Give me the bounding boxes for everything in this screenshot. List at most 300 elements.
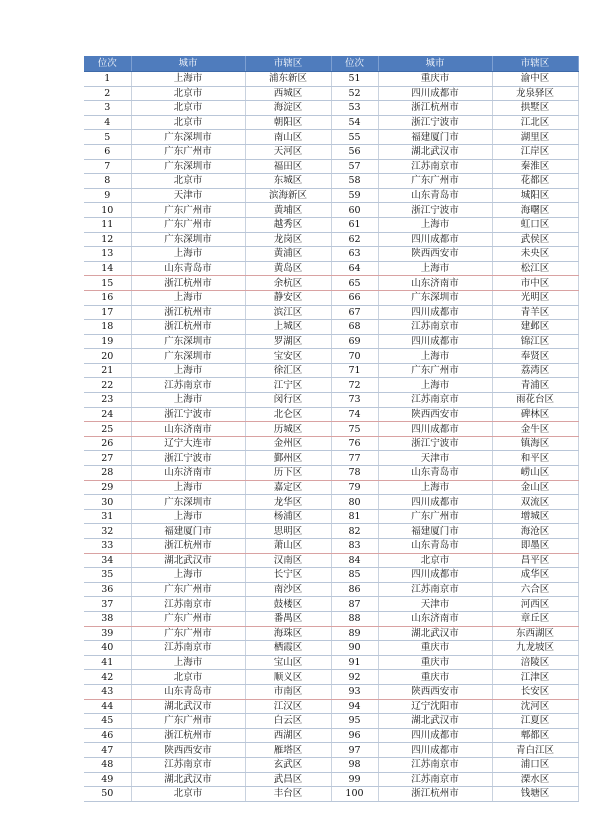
city-cell: 广东深圳市 — [131, 495, 245, 510]
rank-cell: 71 — [331, 363, 378, 378]
rank-cell: 74 — [331, 407, 378, 422]
rank-cell: 5 — [84, 130, 131, 145]
district-cell: 嘉定区 — [245, 480, 331, 495]
district-cell: 城阳区 — [492, 188, 578, 203]
city-cell: 上海市 — [378, 349, 492, 364]
table-row — [84, 772, 578, 787]
district-cell: 增城区 — [492, 509, 578, 524]
city-cell: 山东济南市 — [378, 611, 492, 626]
header-rank-right: 位次 — [331, 56, 378, 72]
district-cell: 栖霞区 — [245, 641, 331, 656]
table-row — [84, 787, 578, 802]
city-cell: 江苏南京市 — [131, 378, 245, 393]
city-cell: 辽宁沈阳市 — [378, 699, 492, 714]
rank-cell: 65 — [331, 276, 378, 291]
district-cell: 海曙区 — [492, 203, 578, 218]
header-district-right: 市辖区 — [492, 56, 578, 72]
table-row — [84, 539, 578, 554]
city-cell: 四川成都市 — [378, 422, 492, 437]
district-cell: 浦口区 — [492, 757, 578, 772]
district-cell: 锦江区 — [492, 334, 578, 349]
district-cell: 龙华区 — [245, 495, 331, 510]
rank-cell: 82 — [331, 524, 378, 539]
district-cell: 成华区 — [492, 568, 578, 583]
city-cell: 四川成都市 — [378, 232, 492, 247]
rank-cell: 47 — [84, 743, 131, 758]
table-row — [84, 611, 578, 626]
city-cell: 湖北武汉市 — [131, 553, 245, 568]
district-cell: 海淀区 — [245, 101, 331, 116]
table-row — [84, 626, 578, 641]
city-cell: 四川成都市 — [378, 743, 492, 758]
rank-cell: 96 — [331, 728, 378, 743]
city-cell: 福建厦门市 — [378, 524, 492, 539]
city-cell: 北京市 — [131, 115, 245, 130]
table-row — [84, 670, 578, 685]
rank-cell: 62 — [331, 232, 378, 247]
rank-cell: 83 — [331, 539, 378, 554]
rank-cell: 60 — [331, 203, 378, 218]
city-cell: 山东青岛市 — [378, 466, 492, 481]
city-cell: 天津市 — [378, 597, 492, 612]
table-row — [84, 422, 578, 437]
district-cell: 市中区 — [492, 276, 578, 291]
rank-cell: 12 — [84, 232, 131, 247]
city-cell: 上海市 — [378, 480, 492, 495]
table-row — [84, 363, 578, 378]
city-cell: 重庆市 — [378, 72, 492, 87]
city-cell: 重庆市 — [378, 670, 492, 685]
city-cell: 江苏南京市 — [131, 641, 245, 656]
header-district-left: 市辖区 — [245, 56, 331, 72]
district-cell: 花都区 — [492, 174, 578, 189]
rank-cell: 97 — [331, 743, 378, 758]
district-cell: 金州区 — [245, 436, 331, 451]
district-cell: 萧山区 — [245, 539, 331, 554]
city-cell: 浙江宁波市 — [131, 407, 245, 422]
rank-cell: 2 — [84, 86, 131, 101]
city-cell: 山东青岛市 — [378, 188, 492, 203]
district-cell: 玄武区 — [245, 757, 331, 772]
table-row — [84, 290, 578, 305]
district-cell: 奉贤区 — [492, 349, 578, 364]
city-cell: 广东广州市 — [131, 582, 245, 597]
city-cell: 江苏南京市 — [131, 757, 245, 772]
city-cell: 江苏南京市 — [378, 393, 492, 408]
rank-cell: 41 — [84, 655, 131, 670]
table-row — [84, 582, 578, 597]
district-cell: 青羊区 — [492, 305, 578, 320]
city-cell: 天津市 — [378, 451, 492, 466]
rank-cell: 77 — [331, 451, 378, 466]
city-cell: 广东广州市 — [131, 714, 245, 729]
city-cell: 山东青岛市 — [378, 539, 492, 554]
city-cell: 浙江宁波市 — [378, 436, 492, 451]
city-cell: 重庆市 — [378, 641, 492, 656]
city-cell: 湖北武汉市 — [131, 772, 245, 787]
rank-cell: 81 — [331, 509, 378, 524]
rank-cell: 32 — [84, 524, 131, 539]
city-cell: 广东广州市 — [131, 626, 245, 641]
table-row — [84, 101, 578, 116]
rank-cell: 24 — [84, 407, 131, 422]
table-row — [84, 217, 578, 232]
city-cell: 上海市 — [131, 393, 245, 408]
header-city-left: 城市 — [131, 56, 245, 72]
district-cell: 黄岛区 — [245, 261, 331, 276]
district-cell: 青白江区 — [492, 743, 578, 758]
rank-cell: 67 — [331, 305, 378, 320]
district-cell: 碑林区 — [492, 407, 578, 422]
table-row — [84, 466, 578, 481]
city-cell: 湖北武汉市 — [378, 626, 492, 641]
header-rank-left: 位次 — [84, 56, 131, 72]
rank-cell: 98 — [331, 757, 378, 772]
city-cell: 福建厦门市 — [378, 130, 492, 145]
district-cell: 江北区 — [492, 115, 578, 130]
city-cell: 广东广州市 — [378, 174, 492, 189]
district-cell: 顺义区 — [245, 670, 331, 685]
city-cell: 浙江杭州市 — [131, 539, 245, 554]
city-cell: 上海市 — [378, 217, 492, 232]
district-cell: 罗湖区 — [245, 334, 331, 349]
city-cell: 浙江杭州市 — [131, 728, 245, 743]
rank-cell: 31 — [84, 509, 131, 524]
district-cell: 历城区 — [245, 422, 331, 437]
rank-cell: 84 — [331, 553, 378, 568]
district-cell: 东城区 — [245, 174, 331, 189]
district-cell: 建邺区 — [492, 320, 578, 335]
district-cell: 鼓楼区 — [245, 597, 331, 612]
header-row — [84, 56, 578, 72]
district-cell: 龙岗区 — [245, 232, 331, 247]
district-cell: 江岸区 — [492, 144, 578, 159]
rank-cell: 3 — [84, 101, 131, 116]
rank-cell: 35 — [84, 568, 131, 583]
city-cell: 江苏南京市 — [378, 757, 492, 772]
district-cell: 双流区 — [492, 495, 578, 510]
city-cell: 浙江杭州市 — [131, 320, 245, 335]
rank-cell: 72 — [331, 378, 378, 393]
rank-cell: 94 — [331, 699, 378, 714]
rank-cell: 80 — [331, 495, 378, 510]
district-cell: 武侯区 — [492, 232, 578, 247]
table-row — [84, 553, 578, 568]
table-row — [84, 247, 578, 262]
city-cell: 福建厦门市 — [131, 524, 245, 539]
city-cell: 陕西西安市 — [378, 407, 492, 422]
city-cell: 浙江杭州市 — [131, 305, 245, 320]
city-cell: 上海市 — [131, 568, 245, 583]
table-row — [84, 757, 578, 772]
rank-cell: 53 — [331, 101, 378, 116]
rank-cell: 56 — [331, 144, 378, 159]
city-cell: 陕西西安市 — [378, 684, 492, 699]
rank-cell: 36 — [84, 582, 131, 597]
rank-cell: 58 — [331, 174, 378, 189]
table-row — [84, 743, 578, 758]
ranking-table — [84, 56, 579, 802]
district-cell: 徐汇区 — [245, 363, 331, 378]
rank-cell: 43 — [84, 684, 131, 699]
district-cell: 未央区 — [492, 247, 578, 262]
city-cell: 广东广州市 — [131, 217, 245, 232]
district-cell: 武昌区 — [245, 772, 331, 787]
rank-cell: 76 — [331, 436, 378, 451]
table-row — [84, 72, 578, 87]
table-row — [84, 305, 578, 320]
city-cell: 上海市 — [131, 72, 245, 87]
city-cell: 北京市 — [131, 670, 245, 685]
city-cell: 上海市 — [131, 509, 245, 524]
table-row — [84, 86, 578, 101]
rank-cell: 48 — [84, 757, 131, 772]
district-cell: 九龙坡区 — [492, 641, 578, 656]
city-cell: 江苏南京市 — [378, 159, 492, 174]
district-cell: 思明区 — [245, 524, 331, 539]
table-row — [84, 130, 578, 145]
district-cell: 秦淮区 — [492, 159, 578, 174]
district-cell: 江津区 — [492, 670, 578, 685]
table-row — [84, 480, 578, 495]
rank-cell: 10 — [84, 203, 131, 218]
city-cell: 山东青岛市 — [131, 684, 245, 699]
rank-cell: 21 — [84, 363, 131, 378]
rank-cell: 52 — [331, 86, 378, 101]
district-cell: 白云区 — [245, 714, 331, 729]
rank-cell: 95 — [331, 714, 378, 729]
district-cell: 宝山区 — [245, 655, 331, 670]
table-row — [84, 115, 578, 130]
city-cell: 广东广州市 — [131, 611, 245, 626]
rank-cell: 57 — [331, 159, 378, 174]
district-cell: 章丘区 — [492, 611, 578, 626]
rank-cell: 42 — [84, 670, 131, 685]
rank-cell: 100 — [331, 787, 378, 802]
table-row — [84, 188, 578, 203]
rank-cell: 59 — [331, 188, 378, 203]
district-cell: 南沙区 — [245, 582, 331, 597]
rank-cell: 14 — [84, 261, 131, 276]
rank-cell: 28 — [84, 466, 131, 481]
city-cell: 广东深圳市 — [131, 159, 245, 174]
district-cell: 光明区 — [492, 290, 578, 305]
district-cell: 番禺区 — [245, 611, 331, 626]
rank-cell: 11 — [84, 217, 131, 232]
district-cell: 钱塘区 — [492, 787, 578, 802]
table-body — [84, 72, 578, 802]
table-row — [84, 509, 578, 524]
rank-cell: 79 — [331, 480, 378, 495]
rank-cell: 7 — [84, 159, 131, 174]
rank-cell: 66 — [331, 290, 378, 305]
table-row — [84, 407, 578, 422]
city-cell: 上海市 — [131, 480, 245, 495]
rank-cell: 40 — [84, 641, 131, 656]
rank-cell: 64 — [331, 261, 378, 276]
district-cell: 市南区 — [245, 684, 331, 699]
table-row — [84, 597, 578, 612]
district-cell: 越秀区 — [245, 217, 331, 232]
district-cell: 宝安区 — [245, 349, 331, 364]
rank-cell: 50 — [84, 787, 131, 802]
city-cell: 江苏南京市 — [378, 320, 492, 335]
rank-cell: 1 — [84, 72, 131, 87]
city-cell: 广东深圳市 — [131, 349, 245, 364]
district-cell: 江夏区 — [492, 714, 578, 729]
rank-cell: 61 — [331, 217, 378, 232]
district-cell: 雨花台区 — [492, 393, 578, 408]
district-cell: 历下区 — [245, 466, 331, 481]
rank-cell: 99 — [331, 772, 378, 787]
district-cell: 余杭区 — [245, 276, 331, 291]
table-row — [84, 261, 578, 276]
district-cell: 即墨区 — [492, 539, 578, 554]
city-cell: 浙江杭州市 — [378, 101, 492, 116]
district-cell: 崂山区 — [492, 466, 578, 481]
rank-cell: 33 — [84, 539, 131, 554]
table-row — [84, 203, 578, 218]
table-row — [84, 568, 578, 583]
district-cell: 沈河区 — [492, 699, 578, 714]
table-row — [84, 334, 578, 349]
district-cell: 金牛区 — [492, 422, 578, 437]
rank-cell: 75 — [331, 422, 378, 437]
city-cell: 江苏南京市 — [131, 597, 245, 612]
table-row — [84, 393, 578, 408]
city-cell: 上海市 — [378, 261, 492, 276]
city-cell: 北京市 — [131, 174, 245, 189]
rank-cell: 8 — [84, 174, 131, 189]
city-cell: 江苏南京市 — [378, 582, 492, 597]
rank-cell: 6 — [84, 144, 131, 159]
district-cell: 天河区 — [245, 144, 331, 159]
district-cell: 汉南区 — [245, 553, 331, 568]
rank-cell: 17 — [84, 305, 131, 320]
table-row — [84, 655, 578, 670]
district-cell: 海沧区 — [492, 524, 578, 539]
city-cell: 浙江杭州市 — [131, 276, 245, 291]
district-cell: 东西湖区 — [492, 626, 578, 641]
district-cell: 涪陵区 — [492, 655, 578, 670]
city-cell: 山东济南市 — [131, 422, 245, 437]
city-cell: 浙江宁波市 — [378, 115, 492, 130]
city-cell: 上海市 — [378, 378, 492, 393]
district-cell: 荔湾区 — [492, 363, 578, 378]
district-cell: 福田区 — [245, 159, 331, 174]
rank-cell: 25 — [84, 422, 131, 437]
table-row — [84, 728, 578, 743]
rank-cell: 69 — [331, 334, 378, 349]
rank-cell: 87 — [331, 597, 378, 612]
rank-cell: 18 — [84, 320, 131, 335]
district-cell: 鄞州区 — [245, 451, 331, 466]
rank-cell: 88 — [331, 611, 378, 626]
city-cell: 天津市 — [131, 188, 245, 203]
district-cell: 拱墅区 — [492, 101, 578, 116]
district-cell: 郫都区 — [492, 728, 578, 743]
rank-cell: 15 — [84, 276, 131, 291]
city-cell: 上海市 — [131, 290, 245, 305]
table-row — [84, 641, 578, 656]
rank-cell: 37 — [84, 597, 131, 612]
table-row — [84, 349, 578, 364]
city-cell: 四川成都市 — [378, 305, 492, 320]
district-cell: 湖里区 — [492, 130, 578, 145]
city-cell: 北京市 — [378, 553, 492, 568]
district-cell: 长安区 — [492, 684, 578, 699]
district-cell: 和平区 — [492, 451, 578, 466]
table-row — [84, 276, 578, 291]
rank-cell: 68 — [331, 320, 378, 335]
district-cell: 滨江区 — [245, 305, 331, 320]
city-cell: 北京市 — [131, 86, 245, 101]
table-row — [84, 684, 578, 699]
rank-cell: 23 — [84, 393, 131, 408]
district-cell: 静安区 — [245, 290, 331, 305]
table-row — [84, 144, 578, 159]
city-cell: 重庆市 — [378, 655, 492, 670]
district-cell: 西湖区 — [245, 728, 331, 743]
city-cell: 广东深圳市 — [378, 290, 492, 305]
rank-cell: 30 — [84, 495, 131, 510]
rank-cell: 9 — [84, 188, 131, 203]
city-cell: 广东广州市 — [131, 144, 245, 159]
district-cell: 渝中区 — [492, 72, 578, 87]
rank-cell: 45 — [84, 714, 131, 729]
city-cell: 广东深圳市 — [131, 334, 245, 349]
rank-cell: 29 — [84, 480, 131, 495]
city-cell: 浙江宁波市 — [131, 451, 245, 466]
district-cell: 松江区 — [492, 261, 578, 276]
table-row — [84, 320, 578, 335]
header-city-right: 城市 — [378, 56, 492, 72]
rank-cell: 86 — [331, 582, 378, 597]
district-cell: 海珠区 — [245, 626, 331, 641]
rank-cell: 55 — [331, 130, 378, 145]
rank-cell: 93 — [331, 684, 378, 699]
table-row — [84, 232, 578, 247]
table-row — [84, 436, 578, 451]
city-cell: 四川成都市 — [378, 495, 492, 510]
district-cell: 杨浦区 — [245, 509, 331, 524]
district-cell: 上城区 — [245, 320, 331, 335]
city-cell: 上海市 — [131, 363, 245, 378]
city-cell: 广东广州市 — [378, 363, 492, 378]
city-cell: 广东广州市 — [378, 509, 492, 524]
rank-cell: 70 — [331, 349, 378, 364]
table-row — [84, 699, 578, 714]
city-cell: 山东济南市 — [131, 466, 245, 481]
table-row — [84, 159, 578, 174]
rank-cell: 78 — [331, 466, 378, 481]
city-cell: 江苏南京市 — [378, 772, 492, 787]
district-cell: 浦东新区 — [245, 72, 331, 87]
district-cell: 北仑区 — [245, 407, 331, 422]
city-cell: 四川成都市 — [378, 334, 492, 349]
rank-cell: 46 — [84, 728, 131, 743]
rank-cell: 16 — [84, 290, 131, 305]
district-cell: 雁塔区 — [245, 743, 331, 758]
rank-cell: 44 — [84, 699, 131, 714]
district-cell: 江汉区 — [245, 699, 331, 714]
rank-cell: 51 — [331, 72, 378, 87]
district-cell: 滨海新区 — [245, 188, 331, 203]
rank-cell: 85 — [331, 568, 378, 583]
table-row — [84, 714, 578, 729]
city-cell: 山东济南市 — [378, 276, 492, 291]
city-cell: 四川成都市 — [378, 568, 492, 583]
